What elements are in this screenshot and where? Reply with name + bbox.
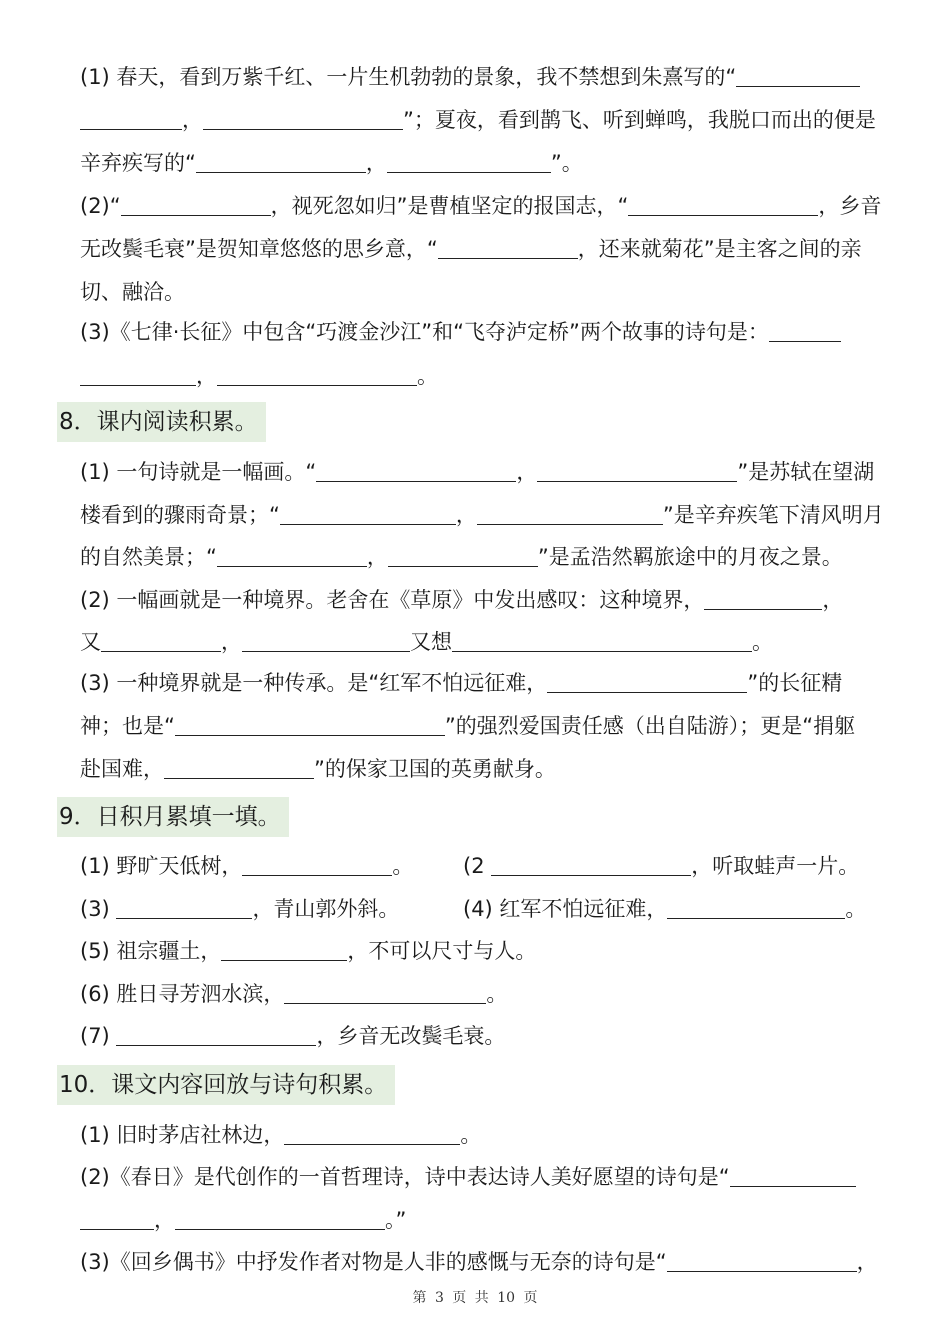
answer-blank[interactable]: [667, 900, 845, 919]
q8-item3-line3: 赴国难， ”的保家卫国的英勇献身。: [80, 757, 556, 781]
q10-item3-line1: (3)《回乡偶书》中抒发作者对物是人非的感慨与无奈的诗句是“ ，: [80, 1250, 878, 1274]
q10-item2-line1: (2)《春日》是代创作的一首哲理诗，诗中表达诗人美好愿望的诗句是“: [80, 1167, 895, 1188]
q7-item3-line2: ， 。: [80, 366, 895, 387]
answer-blank[interactable]: [316, 463, 516, 482]
q9-item1: (1) 野旷天低树， 。: [80, 854, 414, 878]
answer-blank[interactable]: [388, 548, 538, 567]
q8-item1-line1: (1) 一句诗就是一幅画。“ ， ”是苏轼在望湖: [80, 460, 875, 484]
q9-item7: (7) ，乡音无改鬓毛衰。: [80, 1024, 506, 1048]
q9-row2: [80, 899, 895, 920]
answer-blank[interactable]: [217, 367, 417, 386]
answer-blank[interactable]: [221, 942, 347, 961]
answer-blank[interactable]: [196, 154, 366, 173]
q7-item1-line3: 辛弃疾写的“ ， ”。: [80, 151, 583, 175]
answer-blank[interactable]: [116, 1027, 316, 1046]
q7-item2-line1: (2)“ ，视死忽如归”是曹植坚定的报国志，“ ，乡音: [80, 194, 882, 218]
answer-blank[interactable]: [547, 674, 747, 693]
answer-blank[interactable]: [736, 68, 860, 87]
answer-blank[interactable]: [491, 857, 691, 876]
q7-item3-line1: (3)《七律·长征》中包含“巧渡金沙江”和“飞夺泸定桥”两个故事的诗句是：: [80, 322, 895, 343]
answer-blank[interactable]: [80, 367, 196, 386]
q8-item3-line2: 神；也是“ ”的强烈爱国责任感（出自陆游）；更是“捐躯: [80, 714, 856, 738]
answer-blank[interactable]: [217, 548, 367, 567]
q8-item2-line2: 又 ， 又想 。: [80, 630, 773, 654]
answer-blank[interactable]: [164, 760, 314, 779]
answer-blank[interactable]: [175, 717, 445, 736]
answer-blank[interactable]: [121, 197, 271, 216]
q9-item2: (2 ，听取蛙声一片。: [463, 854, 860, 878]
q9-item3: (3) ，青山郭外斜。: [80, 897, 400, 921]
answer-blank[interactable]: [628, 197, 818, 216]
q8-item2-line1: (2) 一幅画就是一种境界。老舍在《草原》中发出感叹：这种境界， ，: [80, 588, 844, 612]
answer-blank[interactable]: [101, 633, 221, 652]
q9-item5: (5) 祖宗疆土， ，不可以尺寸与人。: [80, 939, 537, 963]
q10-item1: (1) 旧时茅店社林边， 。: [80, 1123, 482, 1147]
answer-blank[interactable]: [242, 857, 392, 876]
q7-item2-line2: 无改鬓毛衰”是贺知章悠悠的思乡意，“ ，还来就菊花”是主客之间的亲: [80, 237, 862, 261]
answer-blank[interactable]: [280, 506, 456, 525]
section-heading-9: 9．日积月累填一填。: [57, 797, 289, 837]
answer-blank[interactable]: [667, 1253, 857, 1272]
answer-blank[interactable]: [477, 506, 663, 525]
answer-blank[interactable]: [80, 111, 182, 130]
section-heading-10: 10．课文内容回放与诗句积累。: [57, 1065, 395, 1105]
answer-blank[interactable]: [769, 323, 841, 342]
q9-row1: [80, 856, 895, 877]
q9-item6: (6) 胜日寻芳泗水滨， 。: [80, 982, 508, 1006]
q9-item4: (4) 红军不怕远征难， 。: [463, 897, 867, 921]
answer-blank[interactable]: [80, 1211, 154, 1230]
answer-blank[interactable]: [438, 240, 578, 259]
answer-blank[interactable]: [116, 900, 252, 919]
q7-item1-line1: (1) 春天，看到万紫千红、一片生机勃勃的景象，我不禁想到朱熹写的“: [80, 67, 895, 88]
answer-blank[interactable]: [242, 633, 410, 652]
answer-blank[interactable]: [284, 985, 486, 1004]
q10-item2-line2: ， 。”: [80, 1210, 895, 1231]
q7-item2-line3: 切、融洽。: [80, 280, 185, 304]
answer-blank[interactable]: [387, 154, 551, 173]
answer-blank[interactable]: [704, 591, 822, 610]
answer-blank[interactable]: [452, 633, 752, 652]
answer-blank[interactable]: [203, 111, 403, 130]
answer-blank[interactable]: [730, 1168, 856, 1187]
q8-item3-line1: (3) 一种境界就是一种传承。是“红军不怕远征难， ”的长征精: [80, 671, 843, 695]
q8-item1-line3: 的自然美景；“ ， ”是孟浩然羁旅途中的月夜之景。: [80, 545, 843, 569]
section-heading-8: 8．课内阅读积累。: [57, 402, 266, 442]
page-number-footer: 第 3 页 共 10 页: [412, 1290, 538, 1306]
answer-blank[interactable]: [175, 1211, 385, 1230]
answer-blank[interactable]: [284, 1126, 460, 1145]
answer-blank[interactable]: [537, 463, 737, 482]
q8-item1-line2: 楼看到的骤雨奇景；“ ， ”是辛弃疾笔下清风明月: [80, 503, 884, 527]
q7-item1-line2: ， ”；夏夜，看到鹊飞、听到蝉鸣，我脱口而出的便是: [80, 110, 895, 131]
